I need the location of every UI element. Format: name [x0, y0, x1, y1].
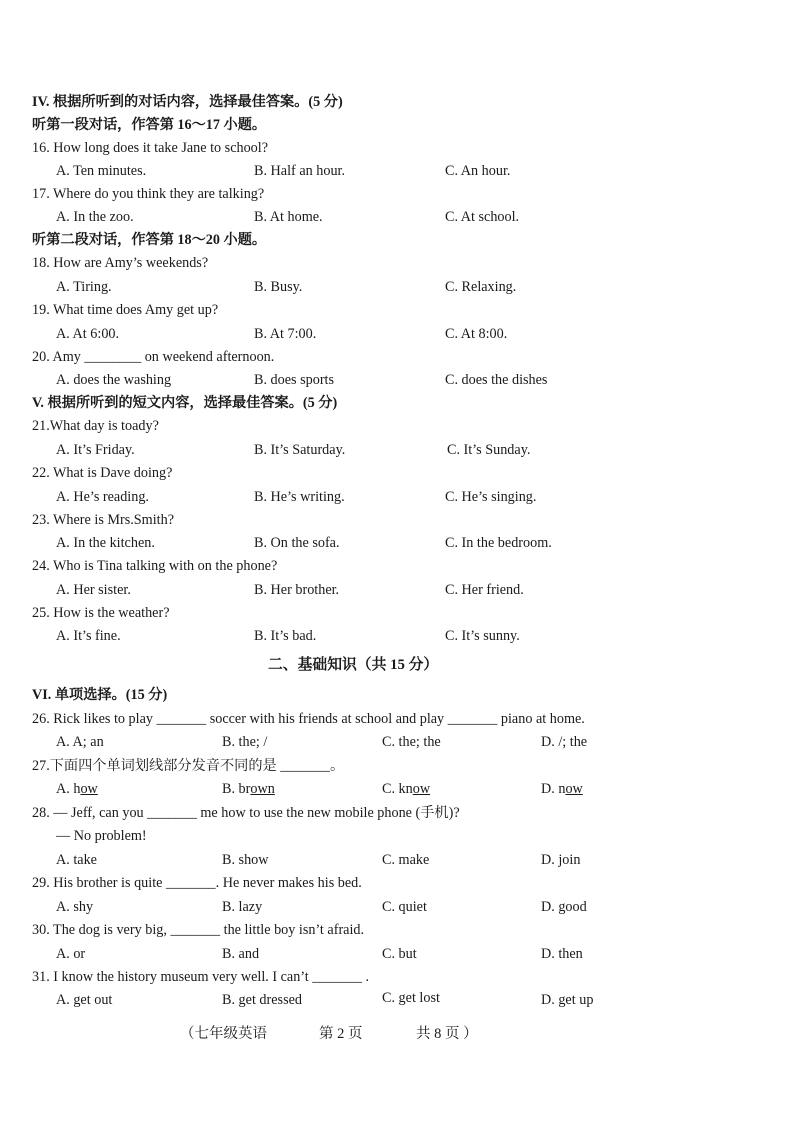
- q31-option-b: B. get dressed: [222, 992, 302, 1008]
- q21-option-b: B. It’s Saturday.: [254, 442, 346, 458]
- q23-option-b: B. On the sofa.: [254, 535, 340, 551]
- q29-option-d: D. good: [541, 899, 587, 915]
- part-2-heading: 二、基础知识（共 15 分）: [268, 657, 439, 673]
- question-31: 31. I know the history museum very well. I can’t _______ .: [32, 969, 370, 985]
- q18-option-b: B. Busy.: [254, 279, 303, 295]
- question-24: 24. Who is Tina talking with on the phone?: [32, 558, 278, 574]
- q18-option-a: A. Tiring.: [56, 279, 112, 295]
- q23-option-c: C. In the bedroom.: [445, 535, 552, 551]
- question-28: 28. — Jeff, can you _______ me how to use the new mobile phone (手机)?: [32, 805, 460, 821]
- footer-grade-subject: （七年级英语: [180, 1026, 267, 1042]
- q25-option-a: A. It’s fine.: [56, 628, 121, 644]
- q30-option-b: B. and: [222, 946, 260, 962]
- question-26: 26. Rick likes to play _______ soccer with his friends at school and play _______ piano at home.: [32, 711, 585, 727]
- footer-total-pages: 共 8 页 ）: [416, 1026, 478, 1042]
- question-23: 23. Where is Mrs.Smith?: [32, 512, 174, 528]
- q22-option-b: B. He’s writing.: [254, 489, 345, 505]
- q27-c-underlined: ow: [412, 781, 431, 797]
- q27-d-underlined: ow: [565, 781, 583, 797]
- q28-option-a: A. take: [56, 852, 97, 868]
- q17-option-b: B. At home.: [254, 209, 323, 225]
- section-vi-title: VI. 单项选择。(15 分): [32, 687, 168, 703]
- q28-option-d: D. join: [541, 852, 581, 868]
- q19-option-c: C. At 8:00.: [445, 326, 508, 342]
- q30-option-d: D. then: [541, 946, 583, 962]
- q21-option-c: C. It’s Sunday.: [447, 442, 531, 458]
- q26-option-a: A. A; an: [56, 734, 104, 750]
- question-25: 25. How is the weather?: [32, 605, 170, 621]
- q27-option-a: [56, 780, 98, 798]
- section-v-title: V. 根据所听到的短文内容，选择最佳答案。(5 分): [32, 395, 338, 411]
- question-17: 17. Where do you think they are talking?: [32, 186, 265, 202]
- q21-option-a: A. It’s Friday.: [56, 442, 135, 458]
- q27-a-prefix: A. h: [56, 781, 81, 797]
- q28-option-b: B. show: [222, 852, 269, 868]
- q27-a-underlined: ow: [80, 781, 98, 797]
- q20-option-b: B. does sports: [254, 372, 335, 388]
- q27-option-c: [382, 780, 430, 798]
- question-28-reply: — No problem!: [56, 828, 147, 844]
- question-20: 20. Amy ________ on weekend afternoon.: [32, 349, 275, 365]
- q17-option-a: A. In the zoo.: [56, 209, 134, 225]
- q23-option-a: A. In the kitchen.: [56, 535, 155, 551]
- q20-option-a: A. does the washing: [56, 372, 172, 388]
- q26-option-c: C. the; the: [382, 734, 441, 750]
- question-18: 18. How are Amy’s weekends?: [32, 255, 209, 271]
- q24-option-c: C. Her friend.: [445, 582, 524, 598]
- q20-option-c: C. does the dishes: [445, 372, 548, 388]
- q19-option-b: B. At 7:00.: [254, 326, 317, 342]
- q22-option-a: A. He’s reading.: [56, 489, 149, 505]
- dialogue-2-instruction: 听第二段对话，作答第 18～20 小题。: [32, 232, 267, 248]
- q19-option-a: A. At 6:00.: [56, 326, 120, 342]
- q24-option-b: B. Her brother.: [254, 582, 340, 598]
- question-29: 29. His brother is quite _______. He never makes his bed.: [32, 875, 362, 891]
- q27-option-b: [222, 780, 275, 798]
- q16-option-a: A. Ten minutes.: [56, 163, 147, 179]
- q29-option-b: B. lazy: [222, 899, 263, 915]
- q27-option-d: [541, 780, 583, 798]
- q27-c-prefix: C. kn: [382, 781, 413, 797]
- question-19: 19. What time does Amy get up?: [32, 302, 219, 318]
- q27-b-prefix: B. br: [222, 781, 251, 797]
- q27-d-prefix: D. n: [541, 781, 566, 797]
- dialogue-1-instruction: 听第一段对话，作答第 16～17 小题。: [32, 117, 267, 133]
- q30-option-c: C. but: [382, 946, 417, 962]
- q17-option-c: C. At school.: [445, 209, 520, 225]
- q31-option-c: C. get lost: [382, 990, 440, 1006]
- q26-option-d: D. /; the: [541, 734, 588, 750]
- q25-option-c: C. It’s sunny.: [445, 628, 520, 644]
- question-30: 30. The dog is very big, _______ the little boy isn’t afraid.: [32, 922, 365, 938]
- q30-option-a: A. or: [56, 946, 86, 962]
- q29-option-a: A. shy: [56, 899, 94, 915]
- footer-page-number: 第 2 页: [319, 1026, 363, 1042]
- q25-option-b: B. It’s bad.: [254, 628, 317, 644]
- question-21: 21.What day is toady?: [32, 418, 159, 434]
- q22-option-c: C. He’s singing.: [445, 489, 537, 505]
- q27-b-underlined: own: [250, 781, 275, 797]
- question-22: 22. What is Dave doing?: [32, 465, 173, 481]
- q28-option-c: C. make: [382, 852, 430, 868]
- q18-option-c: C. Relaxing.: [445, 279, 517, 295]
- q24-option-a: A. Her sister.: [56, 582, 131, 598]
- question-16: 16. How long does it take Jane to school?: [32, 140, 269, 156]
- q31-option-a: A. get out: [56, 992, 113, 1008]
- q16-option-c: C. An hour.: [445, 163, 511, 179]
- q31-option-d: D. get up: [541, 992, 594, 1008]
- section-iv-title: IV. 根据所听到的对话内容，选择最佳答案。(5 分): [32, 94, 343, 110]
- q26-option-b: B. the; /: [222, 734, 268, 750]
- q29-option-c: C. quiet: [382, 899, 427, 915]
- q16-option-b: B. Half an hour.: [254, 163, 346, 179]
- question-27: 27.下面四个单词划线部分发音不同的是 _______。: [32, 758, 345, 774]
